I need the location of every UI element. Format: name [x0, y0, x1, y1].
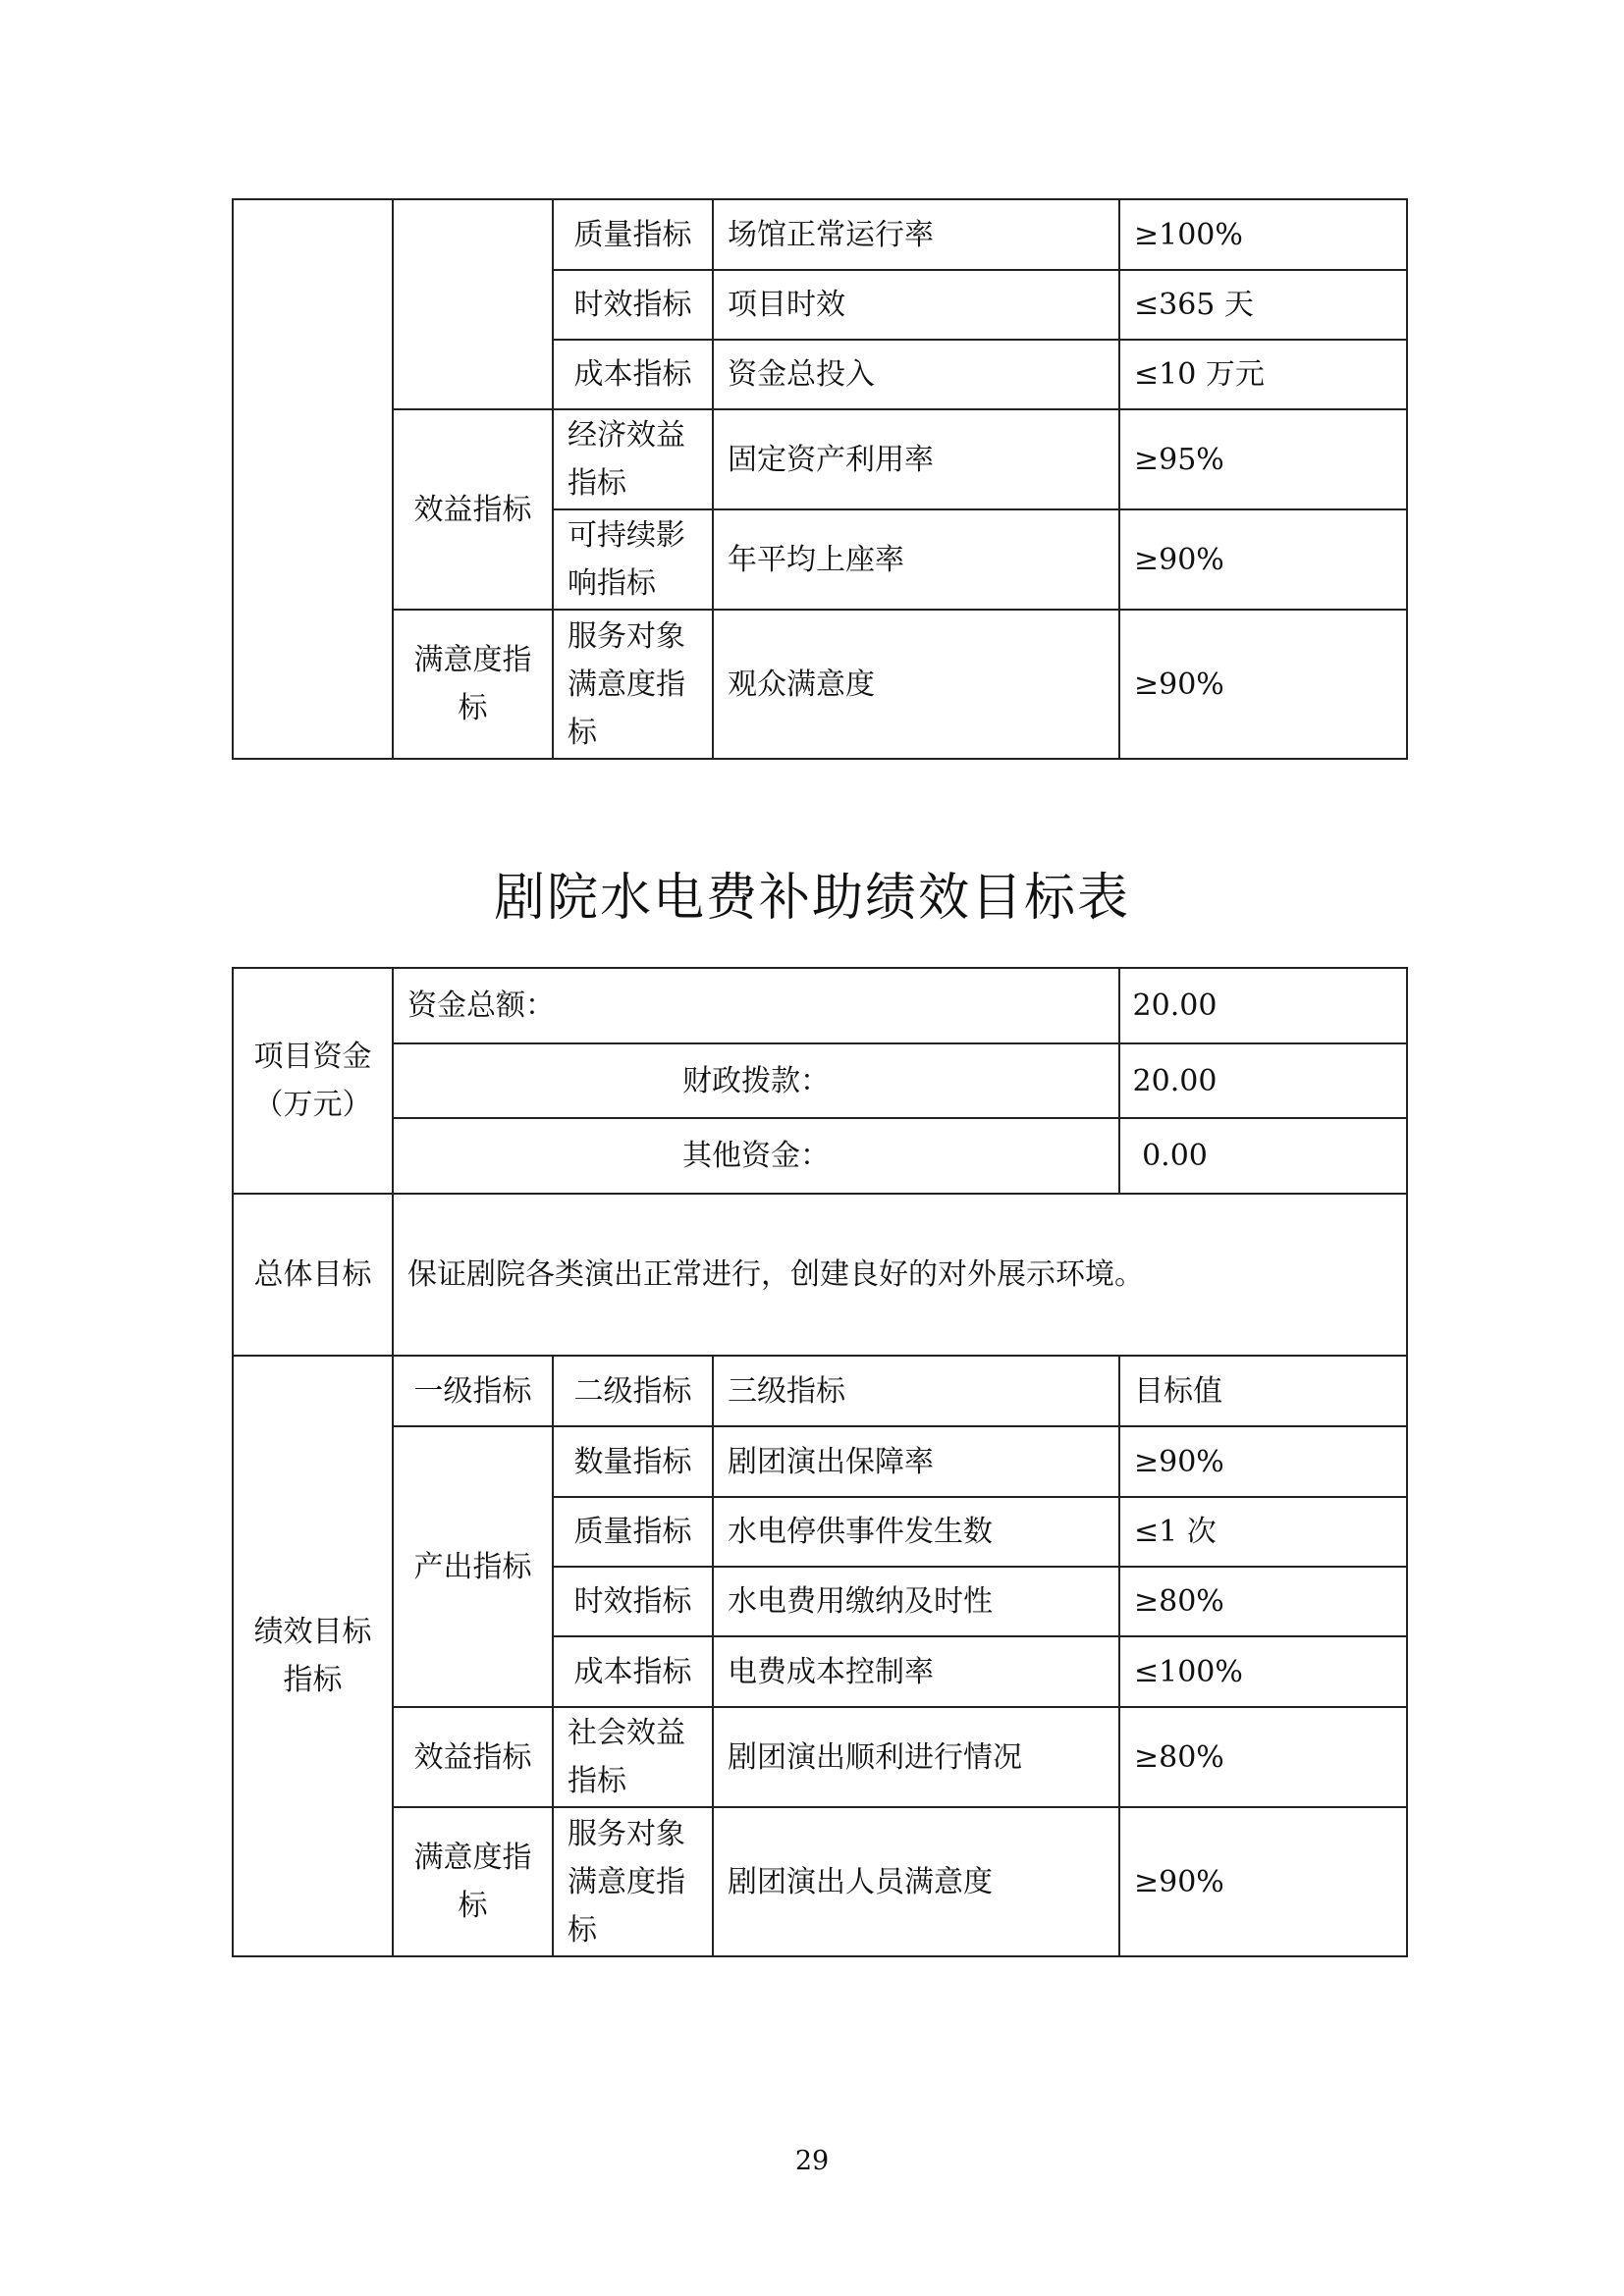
table-row [233, 1194, 1407, 1356]
target-value-cell: ≤10 万元 [1119, 340, 1407, 409]
table-row [233, 409, 1407, 509]
fiscal-funds-label: 财政拨款： [393, 1043, 1119, 1118]
header-level2: 二级指标 [553, 1356, 713, 1426]
level2-cell: 质量指标 [553, 199, 713, 270]
table-title: 剧院水电费补助绩效目标表 [493, 869, 1130, 928]
target-value-cell: ≤365 天 [1119, 270, 1407, 340]
level3-cell: 剧团演出人员满意度 [713, 1807, 1119, 1956]
target-value-cell: ≥80% [1119, 1707, 1407, 1807]
target-value-cell: ≥100% [1119, 199, 1407, 270]
level3-cell: 资金总投入 [713, 340, 1119, 409]
level3-cell: 观众满意度 [713, 610, 1119, 759]
target-value-cell: ≥80% [1119, 1567, 1407, 1636]
performance-indicators-label: 绩效目标指标 [233, 1356, 393, 1956]
satisfaction-indicator-cell: 满意度指标 [393, 1807, 553, 1956]
level3-cell: 剧团演出保障率 [713, 1426, 1119, 1497]
level2-cell: 时效指标 [553, 270, 713, 340]
level3-cell: 电费成本控制率 [713, 1636, 1119, 1707]
target-value-cell: ≥90% [1119, 509, 1407, 610]
level2-cell: 可持续影响指标 [553, 509, 713, 610]
level2-cell: 成本指标 [553, 1636, 713, 1707]
level2-cell: 服务对象满意度指标 [553, 1807, 713, 1956]
overall-goal-label: 总体目标 [233, 1194, 393, 1356]
other-funds-value: 0.00 [1119, 1118, 1407, 1194]
table-row [233, 1426, 1407, 1497]
overall-goal-text: 保证剧院各类演出正常进行，创建良好的对外展示环境。 [393, 1194, 1407, 1356]
table-row [233, 199, 1407, 270]
previous-table-continuation [232, 198, 1408, 760]
target-value-cell: ≤100% [1119, 1636, 1407, 1707]
target-value-cell: ≤1 次 [1119, 1497, 1407, 1567]
header-level1: 一级指标 [393, 1356, 553, 1426]
level2-cell: 社会效益指标 [553, 1707, 713, 1807]
header-level3: 三级指标 [713, 1356, 1119, 1426]
level3-cell: 年平均上座率 [713, 509, 1119, 610]
table-row [233, 1356, 1407, 1426]
level3-cell: 水电费用缴纳及时性 [713, 1567, 1119, 1636]
fiscal-funds-value: 20.00 [1119, 1043, 1407, 1118]
level2-cell: 服务对象满意度指标 [553, 610, 713, 759]
table-row [233, 1807, 1407, 1956]
level2-cell: 质量指标 [553, 1497, 713, 1567]
level3-cell: 项目时效 [713, 270, 1119, 340]
table-row [233, 610, 1407, 759]
header-target: 目标值 [1119, 1356, 1407, 1426]
table-row [233, 1043, 1407, 1118]
target-value-cell: ≥90% [1119, 610, 1407, 759]
level2-cell: 数量指标 [553, 1426, 713, 1497]
level3-cell: 固定资产利用率 [713, 409, 1119, 509]
target-value-cell: ≥90% [1119, 1807, 1407, 1956]
performance-target-table [232, 967, 1408, 1957]
level3-cell: 场馆正常运行率 [713, 199, 1119, 270]
level2-cell: 经济效益指标 [553, 409, 713, 509]
other-funds-label: 其他资金： [393, 1118, 1119, 1194]
target-value-cell: ≥90% [1119, 1426, 1407, 1497]
level2-cell: 时效指标 [553, 1567, 713, 1636]
benefit-indicator-cell: 效益指标 [393, 409, 553, 610]
project-funds-label: 项目资金（万元） [233, 968, 393, 1194]
satisfaction-indicator-cell: 满意度指标 [393, 610, 553, 759]
level1-cell [393, 199, 553, 409]
total-funds-value: 20.00 [1119, 968, 1407, 1043]
table-row [233, 1707, 1407, 1807]
output-indicator-cell: 产出指标 [393, 1426, 553, 1707]
level3-cell: 剧团演出顺利进行情况 [713, 1707, 1119, 1807]
total-funds-label: 资金总额： [393, 968, 1119, 1043]
table-row [233, 968, 1407, 1043]
level2-cell: 成本指标 [553, 340, 713, 409]
page-number: 29 [794, 2146, 830, 2176]
table-row [233, 1118, 1407, 1194]
target-value-cell: ≥95% [1119, 409, 1407, 509]
level3-cell: 水电停供事件发生数 [713, 1497, 1119, 1567]
first-column-cell [233, 199, 393, 759]
benefit-indicator-cell: 效益指标 [393, 1707, 553, 1807]
